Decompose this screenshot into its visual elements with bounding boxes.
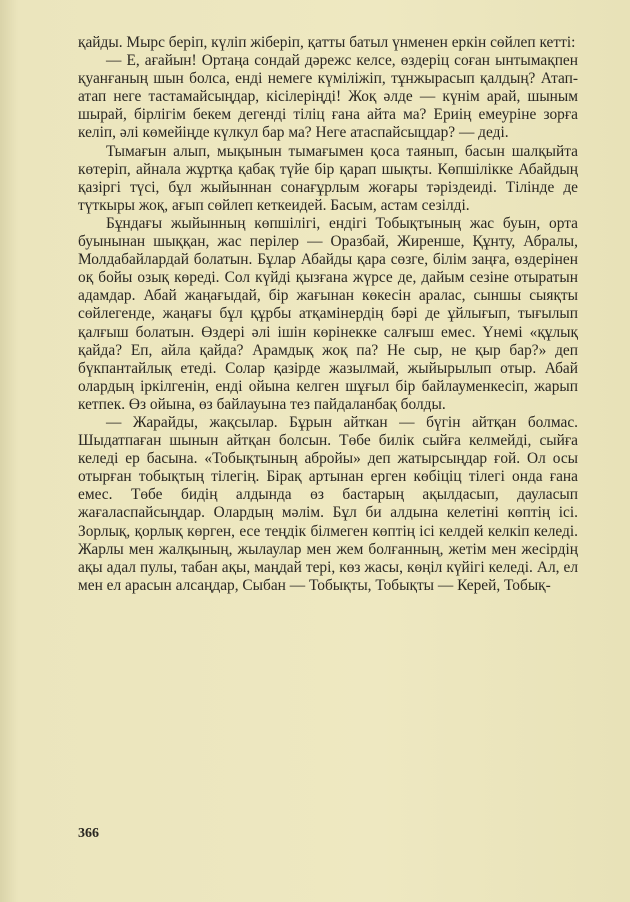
paragraph-dialogue-abai: — Е, ағайын! Ортаңа сондай дәрежс келсе, өздеріц соған ынтымақпен қуанғаның шын болса, енді немеге күміліжіп, тұнжырасып қалдың? Атап-атап неге тастамайсыңдар, кісілеріңді! Жоқ әлде — күнім арай, шыным шырай, бірлігім бекем дегенді тіліц ғана айта ма? Ериің емеуріне зорға келіп, әлі көмейіңде күлкул бар ма? Неге атаспайсыцдар? — деді.: [78, 52, 578, 142]
paragraph-dialogue-speech: — Жарайды, жақсылар. Бұрын айткан — бүгін айтқан болмас. Шыдатпаған шынын айтқан болсын. Төбе билік сыйға келмейді, сыйға келеді ер басына. «Тобықтының абройы» деп жатырсыңдар ғой. Ол осы отырған тобықтың тілегің. Бірақ артынан ерген көбіціц тілегі онда ғана емес. Төбе бидің алдында өз бастарың ақылдасып, дауласып жағаласпайсыңдар. Олардың мәлім. Бұл би алдына келетіні көптің ісі. Зорлық, қорлық көрген, есе теңдік білмеген көптің ісі келдей келкіп келеді. Жарлы мен жалқының, жылаулар мен жем болғанның, жетім мен жесірдің ақы адал пулы, табан ақы, маңдай тері, көз жасы, көңіл күйігі келеді. Ал, ел мен ел арасын алсаңдар, Сыбан — Тобықты, Тобықты — Керей, Тобық-: [78, 413, 578, 594]
paragraph-continuation: қайды. Мырс беріп, күліп жіберіп, қатты батыл үнменен еркін сөйлеп кетті:: [78, 34, 576, 51]
body-text: [78, 34, 578, 595]
paragraph-narration: Тымағын алып, мықынын тымағымен қоса таянып, басын шалқыйта көтеріп, айнала жұртқа қабақ түйе бір қарап шықты. Көпшілікке Абайдың қазіргі түсі, бұл жыйыннан сонағұрлым жоғары тәріздеиді. Тілінде де түткыры жоқ, ағып сөйлеп кеткеидей. Басым, астам сезілді.: [78, 142, 578, 214]
paragraph-gathering: Бұндағы жыйынның көпшілігі, ендігі Тобықтының жас буын, орта буынынан шыққан, жас перілер — Оразбай, Жиренше, Құнту, Абралы, Молдабайлардай болатын. Бұлар Абайды қара сөзге, білім заңға, өздерінен оқ бойы озық көреді. Сол күйді қызғана жүрсе де, дайым сезіне отыратын адамдар. Абай жаңағыдай, бір жағынан көкесін аралас, сыншы сыяқты сөйлегенде, жаңағы бұл құрбы атқамінердің бәрі де ұйлығып, тығылып қалғыш болатын. Өздері әлі ішін көрінекке салғыш емес. Үнемі «құлық қайда? Еп, айла қайда? Арамдық жоқ па? Не сыр, не қыр бар?» деп бүкпантайлық етеді. Солар қазірде жазылмай, жыйырылып отыр. Абай олардың іркілгенін, енді ойына келген шұғыл бір байлауменкесіп, жарып кетпек. Өз ойына, өз байлауына тез пайдаланбақ болды.: [78, 214, 578, 413]
page-number: 366: [78, 826, 99, 841]
